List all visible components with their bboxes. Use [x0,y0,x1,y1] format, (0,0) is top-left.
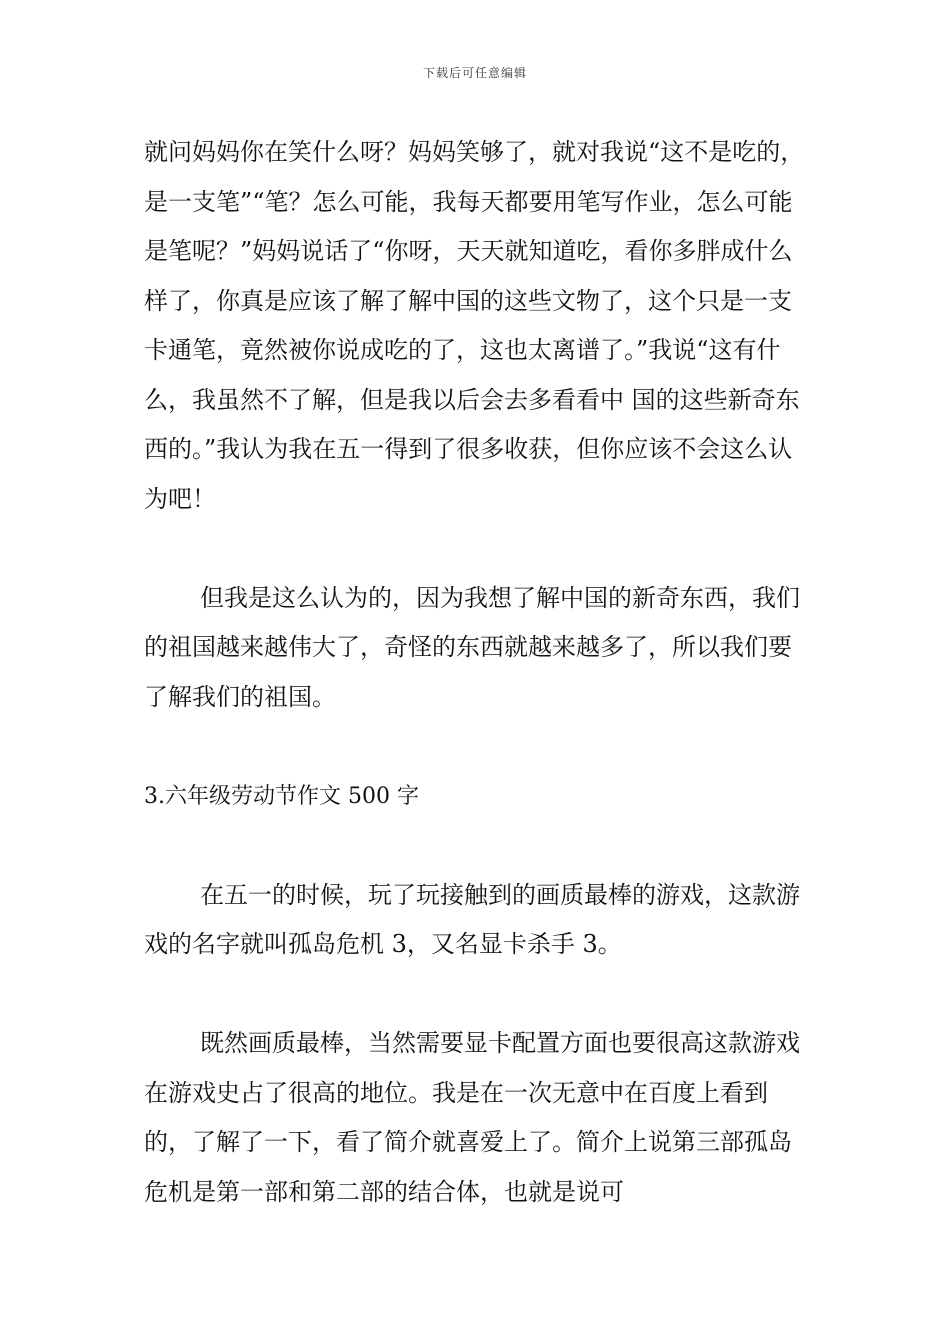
paragraph-gap [144,821,808,871]
paragraph-2: 但我是这么认为的，因为我想了解中国的新奇东西，我们的祖国越来越伟大了，奇怪的东西就越来越多了，所以我们要了解我们的祖国。 [144,583,800,711]
paragraph-3: 在五一的时候，玩了玩接触到的画质最棒的游戏，这款游戏的名字就叫孤岛危机 3，又名显卡杀手 3。 [144,880,800,958]
paragraph-1: 就问妈妈你在笑什么呀？妈妈笑够了，就对我说“这不是吃的，是一支笔”“笔？怎么可能，我每天都要用笔写作业，怎么可能是笔呢？”妈妈说话了“你呀，天天就知道吃，看你多胖成什么样了，你真是应该了解了解中国的这些文物了，这个只是一支卡通笔，竟然被你说成吃的了，这也太离谱了。”我说“这有什么，我虽然不了解，但是我以后会去多看看中 国的这些新奇东西的。”我认为我在五一得到了很多收获，但你应该不会这么认为吧！ [144,138,805,513]
paragraph-4: 既然画质最棒，当然需要显卡配置方面也要很高这款游戏在游戏史占了很高的地位。我是在一次无意中在百度上看到的，了解了一下，看了简介就喜爱上了。简介上说第三部孤岛危机是第一部和第二部的结合体，也就是说可 [144,1029,800,1206]
paragraph-gap [144,722,808,772]
section-heading: 3.六年级劳动节作文 500 字 [144,783,419,809]
document-body [144,128,808,1217]
paragraph-gap [144,970,808,1020]
paragraph-gap [144,524,808,574]
page-header: 下载后可任意编辑 [422,66,527,80]
